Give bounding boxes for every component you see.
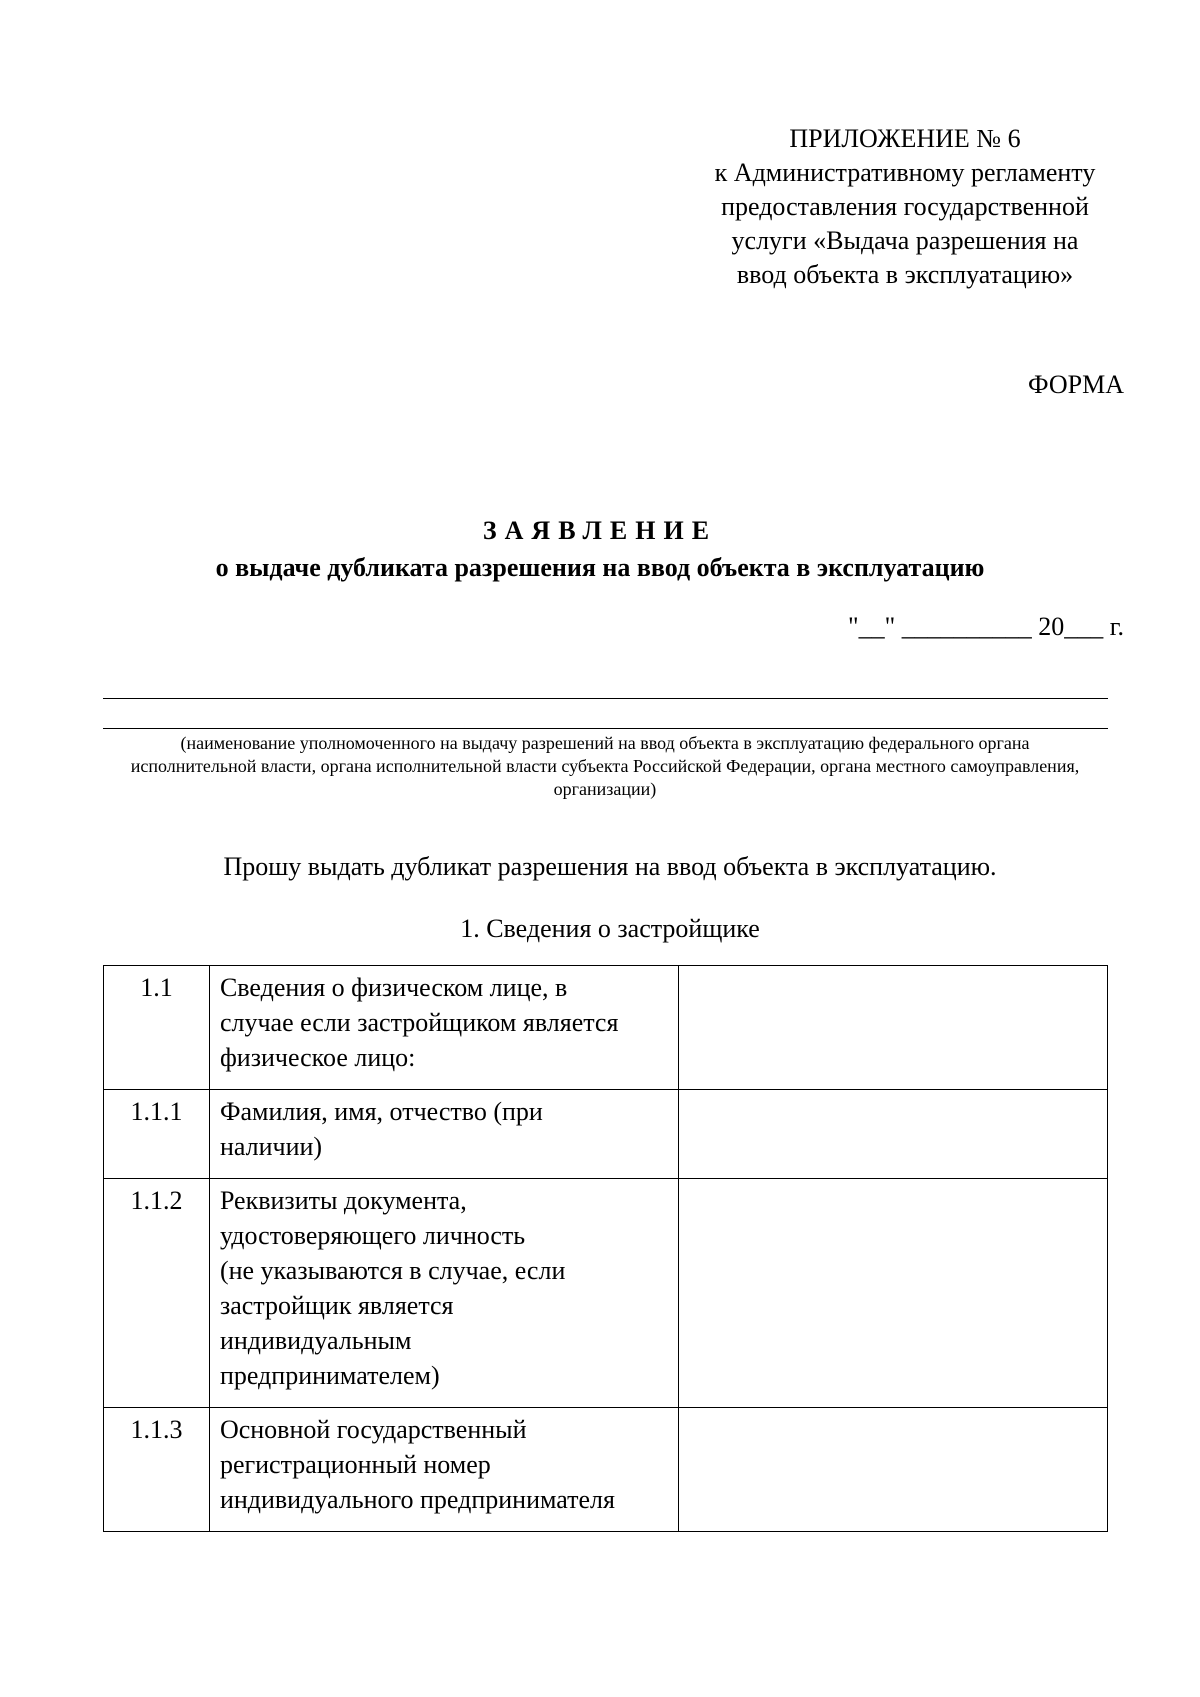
row-label-line: индивидуального предпринимателя — [219, 1485, 615, 1514]
row-label-line: Реквизиты документа, — [219, 1186, 467, 1215]
appendix-line: к Административному регламенту — [714, 158, 1096, 187]
authority-name-line — [103, 698, 1108, 699]
form-label: ФОРМА — [1028, 370, 1124, 399]
row-value-field[interactable] — [678, 966, 1107, 1090]
row-label-line: Основной государственный — [219, 1415, 527, 1444]
row-label-line: предпринимателем) — [219, 1361, 440, 1390]
date-line: "__" __________ 20___ г. — [848, 612, 1124, 641]
table-row — [104, 1408, 1108, 1532]
row-label — [209, 966, 678, 1090]
appendix-line: ПРИЛОЖЕНИЕ № 6 — [789, 124, 1021, 153]
row-number: 1.1 — [104, 966, 210, 1090]
table-row — [104, 1179, 1108, 1408]
authority-note: (наименование уполномоченного на выдачу разрешений на ввод объекта в эксплуатацию федерального органа исполнительной власти, органа исполнительной власти субъекта Российской Федерации, органа местного самоуправления, организации) — [130, 733, 1080, 799]
row-label-line: регистрационный номер — [219, 1450, 491, 1479]
document-title: ЗАЯВЛЕНИЕ — [482, 516, 718, 545]
row-label-line: (не указываются в случае, если — [219, 1256, 566, 1285]
appendix-line: ввод объекта в эксплуатацию» — [736, 260, 1074, 289]
appendix-header — [670, 122, 1140, 292]
row-value-field[interactable] — [678, 1090, 1107, 1179]
appendix-line: предоставления государственной — [721, 192, 1089, 221]
row-label — [209, 1408, 678, 1532]
appendix-line: услуги «Выдача разрешения на — [731, 226, 1079, 255]
row-label — [209, 1090, 678, 1179]
table-row — [104, 1090, 1108, 1179]
row-label-line: случае если застройщиком является — [219, 1008, 619, 1037]
row-label-line: наличии) — [219, 1132, 323, 1161]
request-text: Прошу выдать дубликат разрешения на ввод объекта в эксплуатацию. — [223, 852, 997, 881]
row-label-line: Фамилия, имя, отчество (при — [219, 1097, 543, 1126]
developer-info-table — [103, 965, 1108, 1532]
row-label-line: Сведения о физическом лице, в — [219, 973, 568, 1002]
row-number: 1.1.3 — [104, 1408, 210, 1532]
row-label — [209, 1179, 678, 1408]
authority-name-line — [103, 728, 1108, 729]
row-number: 1.1.1 — [104, 1090, 210, 1179]
row-number: 1.1.2 — [104, 1179, 210, 1408]
document-subtitle: о выдаче дубликата разрешения на ввод объекта в эксплуатацию — [215, 553, 985, 582]
row-value-field[interactable] — [678, 1408, 1107, 1532]
row-label-line: индивидуальным — [219, 1326, 412, 1355]
row-label-line: физическое лицо: — [219, 1043, 416, 1072]
row-value-field[interactable] — [678, 1179, 1107, 1408]
table-row — [104, 966, 1108, 1090]
section-heading: 1. Сведения о застройщике — [460, 914, 760, 943]
row-label-line: удостоверяющего личность — [219, 1221, 526, 1250]
row-label-line: застройщик является — [219, 1291, 454, 1320]
